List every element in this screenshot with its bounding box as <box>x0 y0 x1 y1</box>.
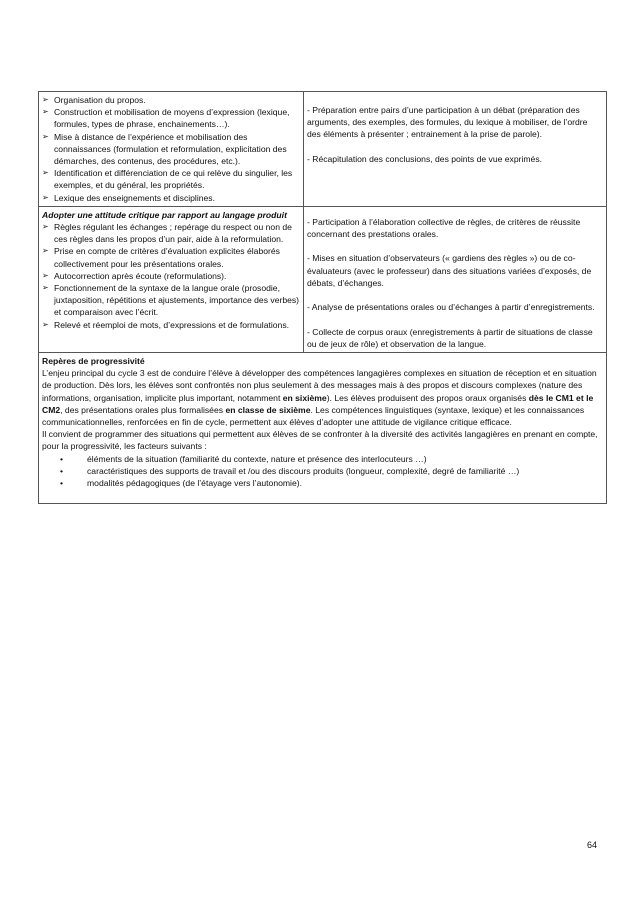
arrow-bullet-icon: ➢ <box>42 107 49 117</box>
row1-left-cell <box>39 92 304 207</box>
list-item: ➢ Règles régulant les échanges ; repérage du respect ou non de ces règles dans les propos d’un pair, aide à la reformulation. <box>42 222 292 245</box>
arrow-bullet-icon: ➢ <box>42 131 49 141</box>
activity-paragraph: - Récapitulation des conclusions, des points de vue exprimés. <box>307 153 543 164</box>
arrow-bullet-icon: ➢ <box>42 168 49 178</box>
competences-table <box>38 91 607 504</box>
row1-list <box>42 94 300 204</box>
row2-activities <box>307 209 603 350</box>
dot-bullet-icon: • <box>60 465 64 476</box>
page-number: 64 <box>587 840 598 850</box>
list-item: ➢ Construction et mobilisation de moyens d’expression (lexique, formules, types de phrase, enchainements…). <box>42 107 290 130</box>
list-item: • caractéristiques des supports de travail et /ou des discours produits (longueur, complexité, degré de familiarité …) <box>60 465 520 476</box>
list-item: ➢ Prise en compte de critères d’évaluation explicites élaborés collectivement pour les présentations orales. <box>42 246 280 269</box>
list-item: • modalités pédagogiques (de l’étayage vers l’autonomie). <box>60 478 302 489</box>
arrow-bullet-icon: ➢ <box>42 283 49 293</box>
list-item: ➢ Mise à distance de l’expérience et mobilisation des connaissances (formulation et reformulation, explicitation des démarches, des contenus, des procédures, etc.). <box>42 131 287 167</box>
list-item: • éléments de la situation (familiarité du contexte, nature et présence des interlocuteurs …) <box>60 453 427 464</box>
activity-paragraph: - Préparation entre pairs d’une participation à un débat (préparation des arguments, des exemples, des formules, du lexique à mobiliser, de l’ordre des éléments à présenter ; entrainement à la prise de parole). <box>307 105 588 140</box>
table-row <box>39 206 607 352</box>
list-item: ➢ Lexique des enseignements et disciplines. <box>42 192 215 203</box>
progressivite-paragraph: L’enjeu principal du cycle 3 est de conduire l’élève à développer des compétences langagières complexes en situation de réception et en situation de production. Dès lors, les élèves sont confrontés non plus seulement à des messages mais à des propos et discours complexes (nature des informations, organisation, implicite plus important, notamment en sixième). Les élèves produisent des propos oraux organisés dès le CM1 et le CM2, des présentations orales plus formalisées en classe de sixième. Les compétences linguistiques (syntaxe, lexique) et les connaissances communicationnelles, renforcées en fin de cycle, permettent aux élèves d’adopter une attitude de vigilance critique efficace. <box>42 368 597 428</box>
progressivite-paragraph: Il convient de programmer des situations qui permettent aux élèves de se confronter à la diversité des activités langagières en prenant en compte, pour la progressivité, les facteurs suivants : <box>42 429 598 452</box>
activity-paragraph: - Mises en situation d’observateurs (« gardiens des règles ») ou de co-évaluateurs (avec le professeur) dans des situations variées d’exposés, de débats, d’échanges. <box>307 253 592 288</box>
arrow-bullet-icon: ➢ <box>42 222 49 232</box>
list-item: ➢ Fonctionnement de la syntaxe de la langue orale (prosodie, juxtaposition, répétitions et ajustements, importance des verbes) et comparaison avec l’écrit. <box>42 283 300 318</box>
arrow-bullet-icon: ➢ <box>42 192 49 202</box>
table-row <box>39 92 607 207</box>
arrow-bullet-icon: ➢ <box>42 95 49 104</box>
section-heading: Adopter une attitude critique par rapport au langage produit <box>42 209 287 220</box>
list-item: ➢ Autocorrection après écoute (reformulations). <box>42 270 227 281</box>
list-item: ➢ Relevé et réemploi de mots, d’expressions et de formulations. <box>42 319 290 330</box>
row2-list <box>42 221 300 331</box>
list-item: ➢ Organisation du propos. <box>42 95 146 105</box>
list-item: ➢ Identification et différenciation de ce qui relève du singulier, les exemples, et du général, les propriétés. <box>42 168 293 191</box>
factors-list <box>42 453 603 490</box>
row2-left-cell <box>39 206 304 352</box>
arrow-bullet-icon: ➢ <box>42 270 49 280</box>
dot-bullet-icon: • <box>60 478 64 489</box>
row1-right-cell <box>304 92 607 207</box>
activity-paragraph: - Analyse de présentations orales ou d’échanges à partir d’enregistrements. <box>307 302 595 313</box>
progressivite-cell <box>39 353 607 504</box>
arrow-bullet-icon: ➢ <box>42 246 49 256</box>
activity-paragraph: - Participation à l’élaboration collective de règles, de critères de réussite concernant des prestations orales. <box>307 216 581 240</box>
row2-right-cell <box>304 206 607 352</box>
arrow-bullet-icon: ➢ <box>42 319 49 329</box>
activity-paragraph: - Collecte de corpus oraux (enregistrements à partir de situations de classe ou de jeux de rôle) et observation de la langue. <box>307 326 593 349</box>
progressivite-title: Repères de progressivité <box>42 356 145 367</box>
row1-activities <box>307 94 603 165</box>
table-row <box>39 353 607 504</box>
dot-bullet-icon: • <box>60 453 64 464</box>
